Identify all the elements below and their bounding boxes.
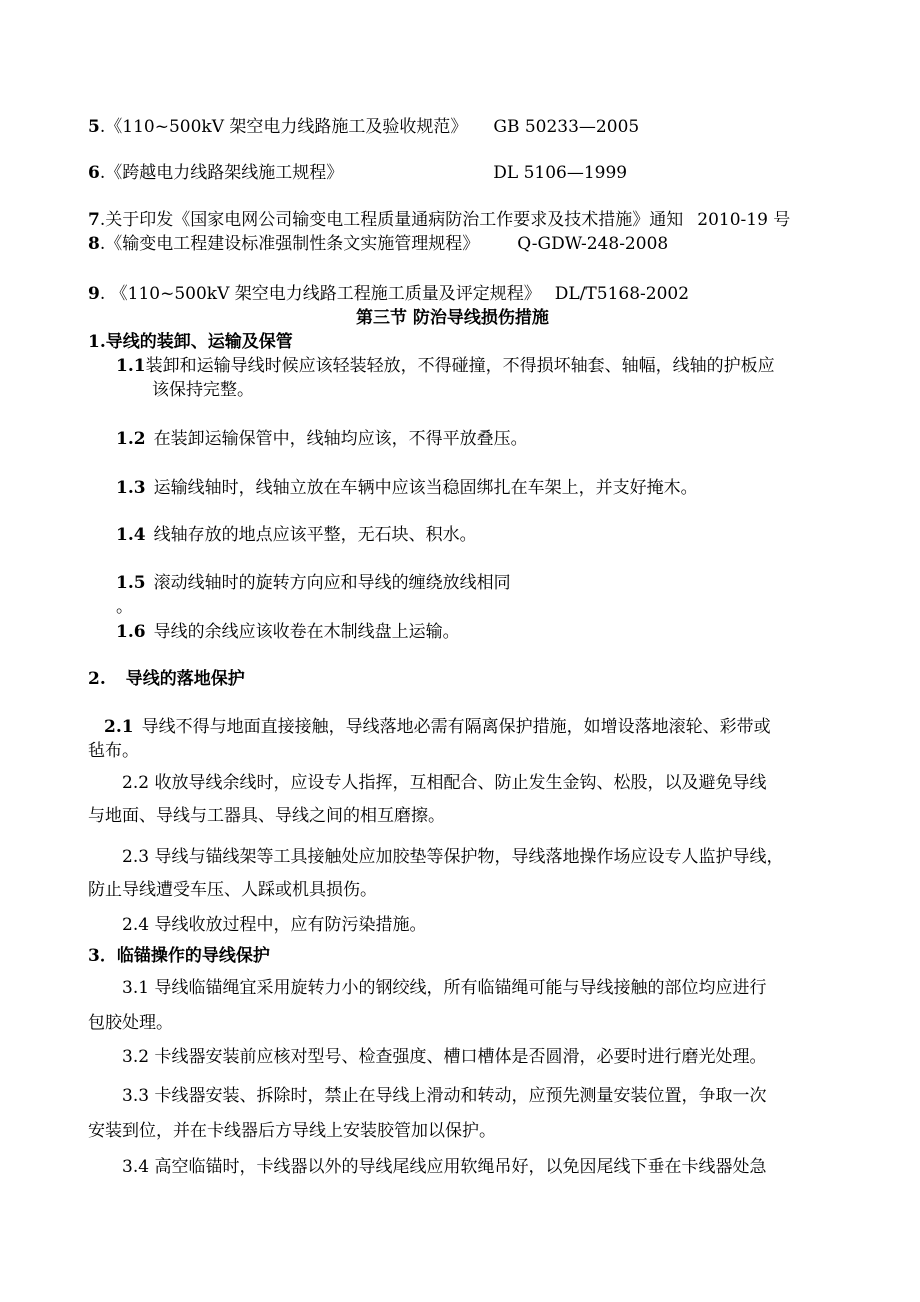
- paragraph: 3.1 导线临锚绳宜采用旋转力小的钢绞线，所有临锚绳可能与导线接触的部位均应进行: [122, 978, 767, 998]
- paragraph-continuation: 防止导线遭受车压、人踩或机具损伤。: [88, 880, 377, 900]
- paragraph-continuation: 与地面、导线与工器具、导线之间的相互磨擦。: [88, 806, 445, 826]
- reference-item: 7.关于印发《国家电网公司输变电工程质量通病防治工作要求及技术措施》通知 2010-19 号: [88, 210, 791, 230]
- reference-item: 6.《跨越电力线路架线施工规程》 DL 5106—1999: [88, 163, 628, 183]
- list-item: 1.1装卸和运输导线时候应该轻装轻放，不得碰撞，不得损坏轴套、轴幅，线轴的护板应: [116, 356, 775, 376]
- reference-item: 8.《输变电工程建设标准强制性条文实施管理规程》 Q-GDW-248-2008: [88, 234, 669, 254]
- list-item: 1.6 导线的余线应该收卷在木制线盘上运输。: [116, 622, 460, 642]
- paragraph: 2.2 收放导线余线时，应设专人指挥，互相配合、防止发生金钩、松股，以及避免导线: [122, 773, 767, 793]
- paragraph: 3.3 卡线器安装、拆除时，禁止在导线上滑动和转动，应预先测量安装位置，争取一次: [122, 1086, 767, 1106]
- paragraph: 3.2 卡线器安装前应核对型号、检查强度、槽口槽体是否圆滑，必要时进行磨光处理。: [122, 1047, 767, 1067]
- section-1-heading: 1.导线的装卸、运输及保管: [88, 332, 293, 352]
- list-item: 1.2 在装卸运输保管中，线轴均应该，不得平放叠压。: [116, 429, 528, 449]
- paragraph-continuation: 包胶处理。: [88, 1013, 173, 1033]
- paragraph: 2.1 导线不得与地面直接接触，导线落地必需有隔离保护措施，如增设落地滚轮、彩带或: [104, 717, 771, 737]
- list-item-continuation: 该保持完整。: [152, 380, 254, 400]
- reference-item: 5.《110~500kV 架空电力线路施工及验收规范》 GB 50233—2005: [88, 117, 640, 137]
- paragraph: 3.4 高空临锚时，卡线器以外的导线尾线应用软绳吊好，以免因尾线下垂在卡线器处急: [122, 1157, 767, 1177]
- paragraph: 2.4 导线收放过程中，应有防污染措施。: [122, 915, 427, 935]
- reference-item: 9. 《110~500kV 架空电力线路工程施工质量及评定规程》 DL/T5168-2002: [88, 284, 690, 304]
- list-item: 1.5 滚动线轴时的旋转方向应和导线的缠绕放线相同: [116, 573, 511, 593]
- section-title: 第三节 防治导线损伤措施: [356, 308, 549, 328]
- paragraph: 2.3 导线与锚线架等工具接触处应加胶垫等保护物，导线落地操作场应设专人监护导线，: [122, 847, 784, 867]
- section-3-heading: 3．临锚操作的导线保护: [88, 946, 270, 966]
- list-item-continuation: 。: [116, 597, 133, 617]
- paragraph-continuation: 毡布。: [88, 741, 139, 761]
- list-item: 1.3 运输线轴时，线轴立放在车辆中应该当稳固绑扎在车架上，并支好掩木。: [116, 478, 698, 498]
- paragraph-continuation: 安装到位，并在卡线器后方导线上安装胶管加以保护。: [88, 1121, 496, 1141]
- list-item: 1.4 线轴存放的地点应该平整，无石块、积水。: [116, 525, 477, 545]
- section-2-heading: 2. 导线的落地保护: [88, 669, 245, 689]
